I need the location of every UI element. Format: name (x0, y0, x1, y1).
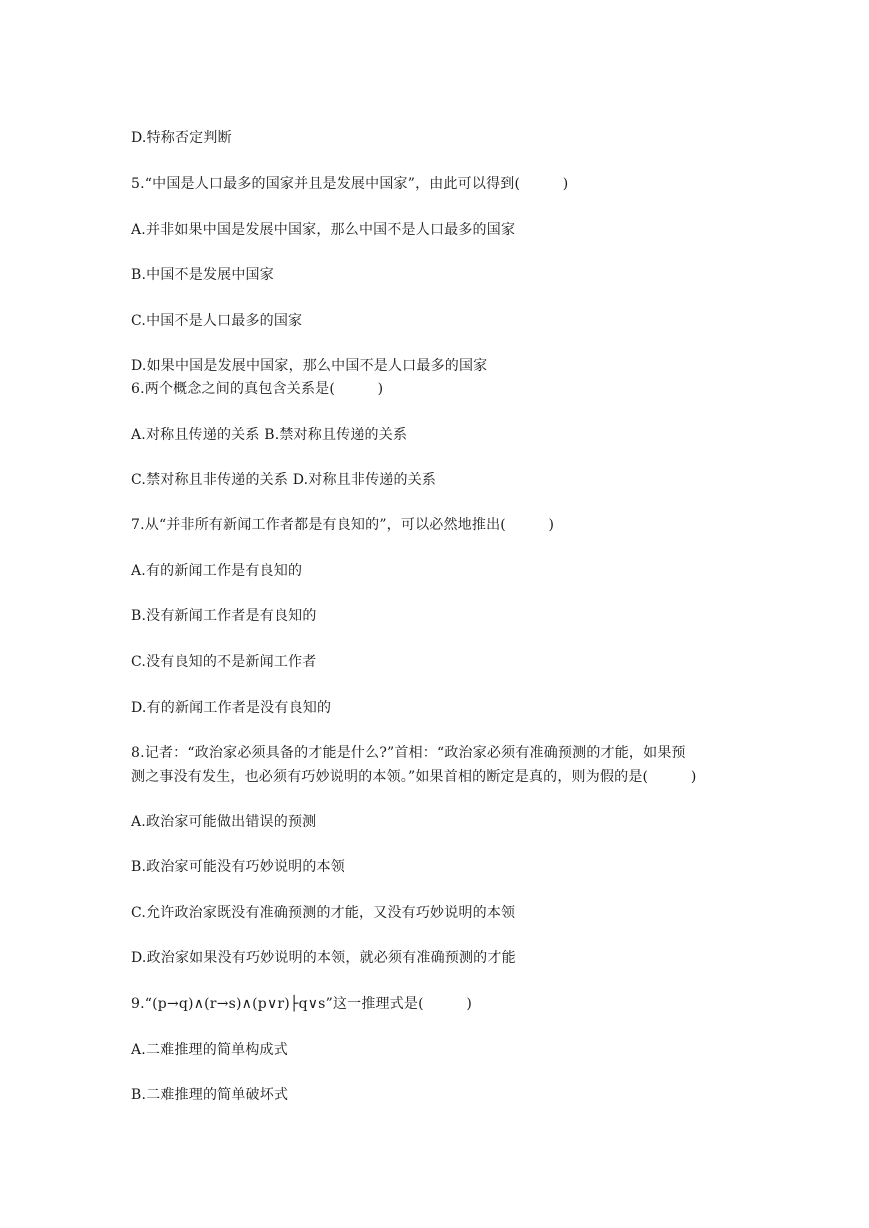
option-5c: C.中国不是人口最多的国家 (131, 313, 303, 329)
question-7: 7.从“并非所有新闻工作者都是有良知的”，可以必然地推出( ) (131, 517, 555, 533)
options-6ab: A.对称且传递的关系 B.禁对称且传递的关系 (131, 427, 408, 443)
question-6: 6.两个概念之间的真包含关系是( ) (131, 381, 384, 397)
option-9b: B.二难推理的简单破坏式 (131, 1087, 289, 1103)
option-7b: B.没有新闻工作者是有良知的 (131, 608, 317, 624)
options-6cd: C.禁对称且非传递的关系 D.对称且非传递的关系 (131, 472, 437, 488)
option-5d: D.如果中国是发展中国家，那么中国不是人口最多的国家 (131, 358, 488, 374)
option-8c: C.允许政治家既没有准确预测的才能，又没有巧妙说明的本领 (131, 905, 516, 921)
option-4d: D.特称否定判断 (131, 130, 232, 146)
option-9a: A.二难推理的简单构成式 (131, 1042, 288, 1058)
option-7a: A.有的新闻工作是有良知的 (131, 563, 303, 579)
question-9: 9.“(p→q)∧(r→s)∧(p∨r)├q∨s”这一推理式是( ) (131, 996, 473, 1012)
option-7d: D.有的新闻工作者是没有良知的 (131, 700, 332, 716)
option-8a: A.政治家可能做出错误的预测 (131, 814, 317, 830)
question-8-line-1: 8.记者：“政治家必须具备的才能是什么?”首相：“政治家必须有准确预测的才能，如果预 (131, 745, 686, 761)
option-7c: C.没有良知的不是新闻工作者 (131, 654, 317, 670)
option-8b: B.政治家可能没有巧妙说明的本领 (131, 859, 345, 875)
question-5: 5.“中国是人口最多的国家并且是发展中国家”，由此可以得到( ) (131, 176, 569, 192)
option-5b: B.中国不是发展中国家 (131, 267, 274, 283)
question-8-line-2: 测之事没有发生，也必须有巧妙说明的本领。”如果首相的断定是真的，则为假的是( ) (131, 769, 697, 785)
option-5a: A.并非如果中国是发展中国家，那么中国不是人口最多的国家 (131, 222, 516, 238)
option-8d: D.政治家如果没有巧妙说明的本领，就必须有准确预测的才能 (131, 950, 516, 966)
